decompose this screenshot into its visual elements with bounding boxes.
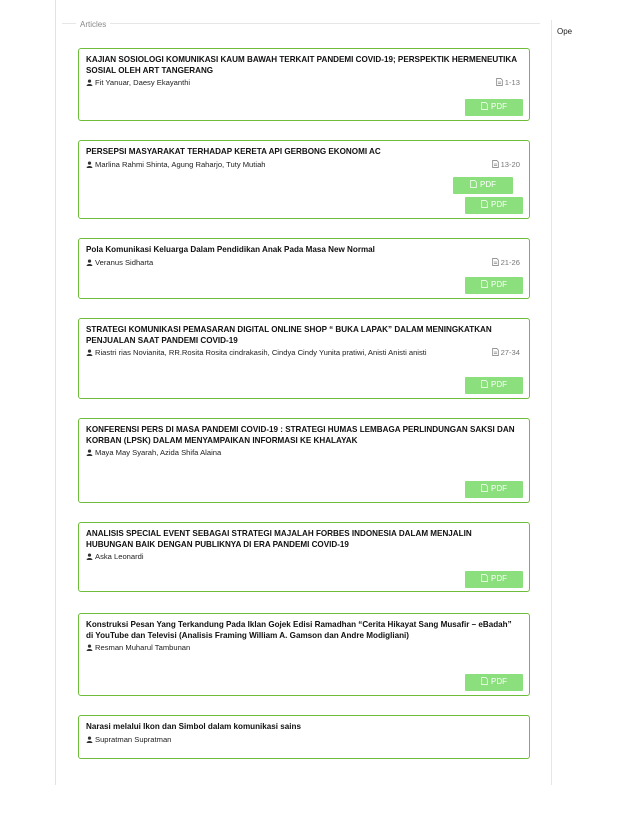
section-divider — [62, 23, 540, 24]
article-title-link[interactable]: STRATEGI KOMUNIKASI PEMASARAN DIGITAL ONLINE SHOP “ BUKA LAPAK” DALAM MENINGKATKAN PENJUALAN SAAT PANDEMI COVID-19 — [86, 325, 492, 345]
article-authors — [86, 258, 522, 268]
pdf-button[interactable] — [465, 377, 523, 394]
article-pages — [492, 348, 520, 358]
pdf-button[interactable] — [465, 674, 523, 691]
user-icon — [86, 449, 93, 456]
user-icon — [86, 79, 93, 86]
pdf-button[interactable] — [465, 99, 523, 116]
article-pages — [492, 160, 520, 170]
document-icon — [492, 258, 499, 266]
pdf-label: PDF — [491, 280, 507, 289]
article-title-link[interactable]: KAJIAN SOSIOLOGI KOMUNIKASI KAUM BAWAH TERKAIT PANDEMI COVID-19; PERSPEKTIK HERMENEUTIKA SOSIAL OLEH ART TANGERANG — [86, 55, 517, 75]
pages-text: 13-20 — [500, 159, 520, 169]
pages-text: 27-34 — [500, 348, 520, 357]
file-icon — [481, 677, 488, 685]
article-title-link[interactable]: Narasi melalui Ikon dan Simbol dalam komunikasi sains — [86, 722, 302, 731]
authors-text: Supratman Supratman — [95, 734, 172, 744]
article-meta — [86, 78, 522, 88]
user-icon — [86, 161, 93, 168]
article-card — [78, 715, 530, 759]
content-border — [55, 0, 56, 785]
article-meta — [86, 258, 522, 268]
file-icon — [481, 380, 488, 388]
pages-text: 1-13 — [504, 78, 520, 87]
article-title-link[interactable]: Konstruksi Pesan Yang Terkandung Pada Iklan Gojek Edisi Ramadhan “Cerita Hikayat Sang Musafir – eBadah” di YouTube dan Televisi (Analisis Framing William A. Gamson dan Andre Modigliani) — [86, 620, 512, 640]
pdf-button[interactable] — [465, 571, 523, 588]
article-title-link[interactable]: ANALISIS SPECIAL EVENT SEBAGAI STRATEGI MAJALAH FORBES INDONESIA DALAM MENJALIN HUBUNGAN BAIK DENGAN PUBLIKNYA DI ERA PANDEMI COVID-19 — [86, 529, 472, 549]
article-meta — [86, 643, 522, 653]
article-authors — [86, 735, 522, 745]
pdf-button[interactable] — [465, 277, 523, 294]
article-card — [78, 418, 530, 503]
pdf-label: PDF — [491, 574, 507, 583]
file-icon — [481, 200, 488, 208]
article-authors — [86, 160, 522, 170]
authors-text: Resman Muharul Tambunan — [95, 643, 191, 652]
authors-text: Fit Yanuar, Daesy Ekayanthi — [95, 78, 191, 87]
pdf-button[interactable] — [465, 197, 523, 214]
user-icon — [86, 349, 93, 356]
pdf-label: PDF — [491, 677, 507, 686]
article-card — [78, 613, 530, 696]
article-title-link[interactable]: PERSEPSI MASYARAKAT TERHADAP KERETA API GERBONG EKONOMI AC — [86, 147, 381, 156]
article-authors — [86, 448, 522, 458]
article-card — [78, 522, 530, 592]
article-card — [78, 318, 530, 399]
article-card — [78, 140, 530, 219]
article-meta — [86, 348, 522, 358]
article-card — [78, 48, 530, 121]
article-meta — [86, 448, 522, 458]
article-authors — [86, 643, 522, 653]
article-authors — [86, 552, 522, 562]
article-authors — [86, 348, 522, 358]
article-meta — [86, 735, 522, 745]
file-icon — [470, 180, 477, 188]
article-pages — [496, 78, 520, 88]
document-icon — [492, 348, 499, 356]
authors-text: Riastri rias Novianita, RR.Rosita Rosita cindrakasih, Cindya Cindy Yunita pratiwi, Anisti Anisti anisti — [95, 348, 427, 357]
article-title-link[interactable]: Pola Komunikasi Keluarga Dalam Pendidikan Anak Pada Masa New Normal — [86, 245, 375, 254]
file-icon — [481, 574, 488, 582]
article-meta — [86, 552, 522, 562]
authors-text: Maya May Syarah, Azida Shifa Alaina — [95, 448, 222, 457]
user-icon — [86, 644, 93, 651]
pdf-label: PDF — [491, 200, 507, 209]
pdf-button[interactable] — [465, 481, 523, 498]
pdf-label: PDF — [491, 380, 507, 389]
authors-text: Aska Leonardi — [95, 552, 144, 561]
authors-text: Veranus Sidharta — [95, 257, 154, 267]
document-icon — [492, 160, 499, 168]
pdf-button[interactable] — [453, 177, 513, 194]
document-icon — [496, 78, 503, 86]
pdf-label: PDF — [480, 180, 496, 189]
sidebar-label: Ope — [557, 27, 573, 36]
authors-text: Marlina Rahmi Shinta, Agung Raharjo, Tuty Mutiah — [95, 159, 266, 169]
sidebar — [551, 20, 638, 785]
user-icon — [86, 736, 93, 743]
file-icon — [481, 280, 488, 288]
file-icon — [481, 484, 488, 492]
pdf-label: PDF — [491, 484, 507, 493]
article-title-link[interactable]: KONFERENSI PERS DI MASA PANDEMI COVID-19 : STRATEGI HUMAS LEMBAGA PERLINDUNGAN SAKSI DAN KORBAN (LPSK) DALAM MENYAMPAIKAN INFORMASI KE KHALAYAK — [86, 425, 515, 445]
user-icon — [86, 553, 93, 560]
article-authors — [86, 78, 522, 88]
user-icon — [86, 259, 93, 266]
pdf-label: PDF — [491, 102, 507, 111]
file-icon — [481, 102, 488, 110]
article-pages — [492, 258, 520, 268]
pages-text: 21-26 — [500, 257, 520, 267]
article-card — [78, 238, 530, 299]
article-meta — [86, 160, 522, 170]
section-legend: Articles — [76, 20, 110, 29]
